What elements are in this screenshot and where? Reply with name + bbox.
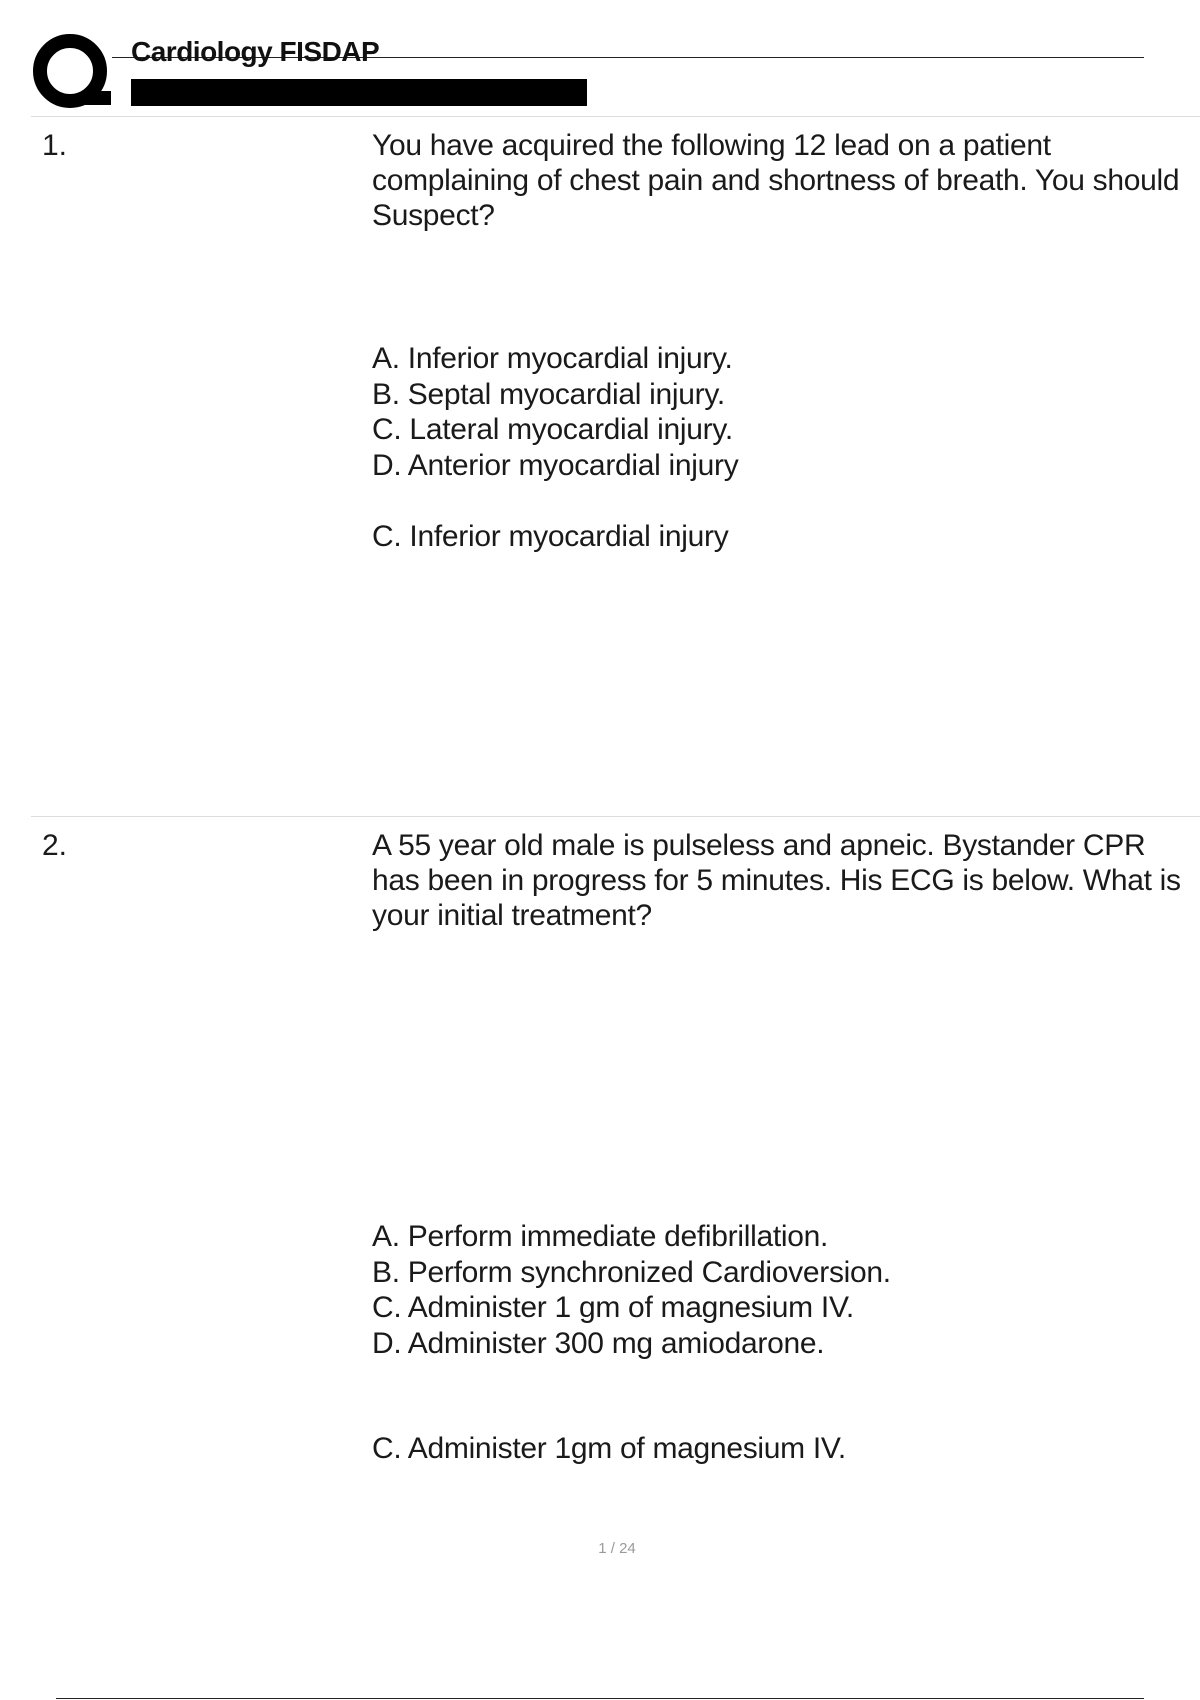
section-divider	[31, 116, 1200, 117]
answer-text: C. Inferior myocardial injury	[372, 520, 729, 553]
q-logo-icon	[31, 33, 111, 113]
question-number: 1.	[42, 129, 68, 162]
page-indicator: 1 / 24	[598, 1540, 636, 1557]
answer-options	[372, 1219, 1172, 1361]
option-c: C. Lateral myocardial injury.	[372, 413, 733, 446]
option-c: C. Administer 1 gm of magnesium IV.	[372, 1291, 854, 1324]
question-text: A 55 year old male is pulseless and apneic. Bystander CPR has been in progress for 5 minutes. His ECG is below. What is your initial treatment?	[372, 829, 1181, 932]
footer-divider	[56, 1698, 1144, 1699]
question-text: You have acquired the following 12 lead on a patient complaining of chest pain and shortness of breath. You should Suspect?	[372, 129, 1180, 232]
option-b: B. Perform synchronized Cardioversion.	[372, 1255, 891, 1289]
option-b: B. Septal myocardial injury.	[372, 377, 725, 411]
option-a: A. Perform immediate defibrillation.	[372, 1220, 829, 1253]
question-number: 2.	[42, 829, 68, 862]
document-title: Cardiology FISDAP	[131, 36, 380, 67]
option-d: D. Anterior myocardial injury	[372, 448, 739, 482]
answer-text: C. Administer 1gm of magnesium IV.	[372, 1432, 846, 1465]
redaction-bar	[131, 79, 587, 106]
section-divider	[31, 816, 1200, 817]
option-d: D. Administer 300 mg amiodarone.	[372, 1326, 825, 1360]
option-a: A. Inferior myocardial injury.	[372, 342, 733, 375]
answer-options	[372, 341, 1172, 483]
